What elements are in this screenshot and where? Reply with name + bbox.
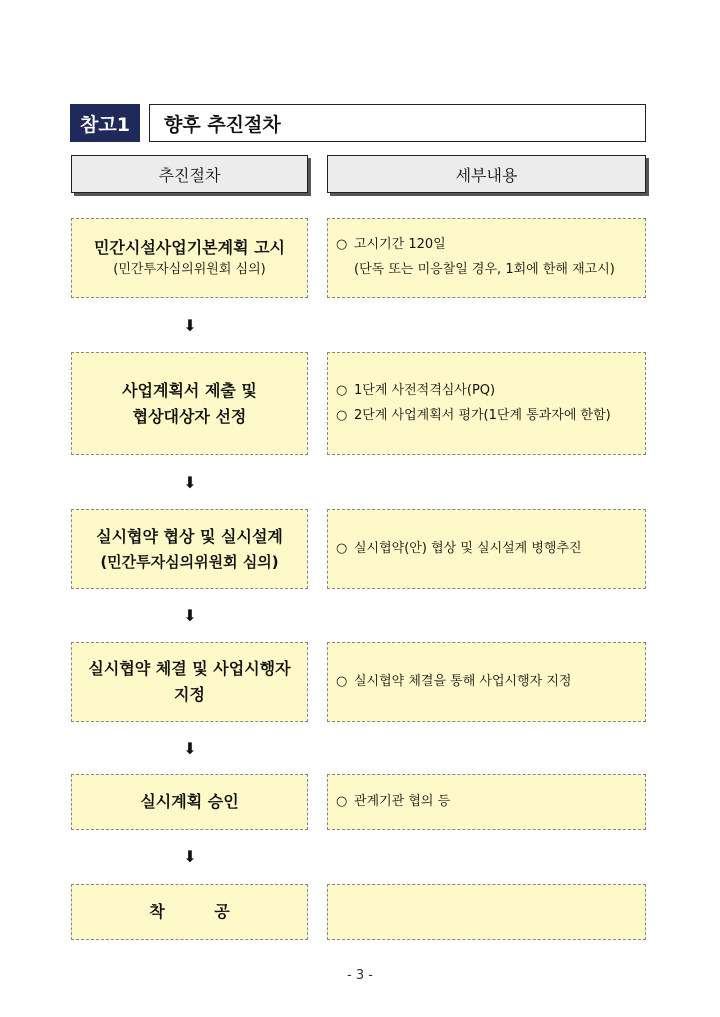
step-box-6 <box>71 884 308 940</box>
detail-box-3 <box>327 509 646 589</box>
bullet-icon: ○ <box>336 407 348 423</box>
step-title: 실시협약 체결 및 사업시행자 <box>88 659 291 679</box>
bullet-icon: ○ <box>336 673 348 689</box>
reference-tag: 참고1 <box>70 104 140 142</box>
column-header-details: 세부내용 <box>327 155 646 193</box>
step-subtitle: (민간투자심의위원회 심의) <box>113 262 266 278</box>
detail-item <box>336 379 645 404</box>
bullet-icon: ○ <box>336 382 348 398</box>
down-arrow-icon: ⬇ <box>183 739 197 758</box>
step-subtitle: (민간투자심의위원회 심의) <box>100 552 279 571</box>
detail-text: 1단계 사전적격심사(PQ) <box>354 382 496 398</box>
step-box-3 <box>71 509 308 589</box>
step-title: 실시협약 협상 및 실시설계 <box>96 527 283 547</box>
detail-item <box>336 790 645 815</box>
down-arrow-icon: ⬇ <box>183 316 197 335</box>
step-title: 사업계획서 제출 및 <box>122 380 257 400</box>
step-title: 실시계획 승인 <box>140 792 239 812</box>
section-title: 향후 추진절차 <box>149 104 646 142</box>
detail-text: 2단계 사업계획서 평가(1단계 통과자에 한함) <box>354 407 611 423</box>
step-box-4 <box>71 642 308 722</box>
detail-box-6 <box>327 884 646 940</box>
step-box-2 <box>71 352 308 455</box>
detail-text: 관계기관 협의 등 <box>354 793 451 809</box>
bullet-icon: ○ <box>336 237 348 253</box>
down-arrow-icon: ⬇ <box>183 606 197 625</box>
step-title: 지정 <box>174 685 205 704</box>
detail-item <box>336 670 645 695</box>
step-box-1 <box>71 218 308 298</box>
step-title: 착 공 <box>149 902 252 922</box>
step-title: 민간시설사업기본계획 고시 <box>93 237 286 257</box>
step-box-5 <box>71 774 308 830</box>
column-header-procedure: 추진절차 <box>71 155 308 193</box>
detail-text: 고시기간 120일 <box>354 237 446 253</box>
down-arrow-icon: ⬇ <box>183 473 197 492</box>
detail-item <box>336 233 645 258</box>
detail-item <box>336 404 645 429</box>
detail-item <box>336 537 645 562</box>
bullet-icon: ○ <box>336 793 348 809</box>
detail-box-4 <box>327 642 646 722</box>
detail-text: 실시협약 체결을 통해 사업시행자 지정 <box>354 673 572 689</box>
detail-box-5 <box>327 774 646 830</box>
step-title: 협상대상자 선정 <box>132 406 247 426</box>
detail-box-1 <box>327 218 646 298</box>
bullet-icon: ○ <box>336 540 348 556</box>
detail-text: 실시협약(안) 협상 및 실시설계 병행추진 <box>354 540 582 556</box>
detail-note: (단독 또는 미응찰일 경우, 1회에 한해 재고시) <box>354 262 615 277</box>
page-number: - 3 - <box>347 968 373 983</box>
detail-box-2 <box>327 352 646 455</box>
down-arrow-icon: ⬇ <box>183 847 197 866</box>
